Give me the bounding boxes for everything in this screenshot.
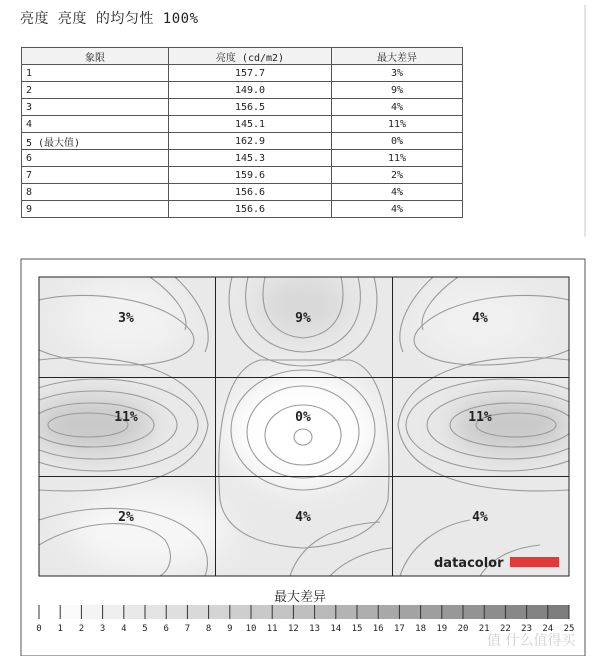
- cell-luminance: 156.6: [169, 184, 332, 201]
- header-quadrant: 象限: [22, 48, 169, 65]
- cell-label-9: 4%: [472, 510, 488, 525]
- legend-swatch: [230, 605, 251, 619]
- legend-tick-label: 24: [542, 624, 554, 634]
- cell-luminance: 145.3: [169, 150, 332, 167]
- legend-swatch: [251, 605, 272, 619]
- legend-swatch: [336, 605, 357, 619]
- legend-swatch: [293, 605, 314, 619]
- cell-diff: 11%: [332, 116, 463, 133]
- cell-quadrant: 2: [22, 82, 169, 99]
- header-max-diff: 最大差异: [332, 48, 463, 65]
- legend-swatch: [505, 605, 526, 619]
- cell-diff: 2%: [332, 167, 463, 184]
- legend-tick-label: 1: [57, 624, 63, 634]
- cell-quadrant: 9: [22, 201, 169, 218]
- legend-swatch: [39, 605, 60, 619]
- legend-tick-label: 2: [78, 624, 85, 634]
- legend-tick-label: 14: [330, 624, 342, 634]
- svg-text:datacolor: datacolor: [434, 556, 504, 571]
- legend-swatch: [548, 605, 569, 619]
- legend-tick-label: 21: [478, 624, 490, 634]
- legend-swatch: [378, 605, 399, 619]
- legend-swatch: [272, 605, 293, 619]
- cell-diff: 9%: [332, 82, 463, 99]
- legend-tick-label: 7: [184, 624, 191, 634]
- legend-tick-label: 0: [36, 624, 42, 634]
- page-title: 亮度 亮度 的均匀性 100%: [20, 11, 199, 27]
- legend-tick-label: 11: [266, 624, 278, 634]
- legend-tick-label: 25: [563, 624, 575, 634]
- cell-quadrant: 1: [22, 65, 169, 82]
- legend-swatch: [421, 605, 442, 619]
- legend-swatch: [187, 605, 208, 619]
- cell-diff: 0%: [332, 133, 463, 150]
- legend-swatch: [463, 605, 484, 619]
- legend-swatch: [60, 605, 81, 619]
- cell-label-2: 9%: [295, 311, 311, 326]
- legend-tick-label: 20: [457, 624, 469, 634]
- header-luminance: 亮度 (cd/m2): [169, 48, 332, 65]
- legend-tick-label: 15: [351, 624, 363, 634]
- cell-label-3: 4%: [472, 311, 488, 326]
- legend-swatch: [399, 605, 420, 619]
- cell-quadrant: 6: [22, 150, 169, 167]
- legend-swatch: [145, 605, 166, 619]
- legend-tick-label: 10: [245, 624, 257, 634]
- legend-tick-label: 16: [372, 624, 384, 634]
- legend-tick-label: 6: [163, 624, 169, 634]
- legend-swatch: [527, 605, 548, 619]
- cell-quadrant: 4: [22, 116, 169, 133]
- cell-luminance: 156.6: [169, 201, 332, 218]
- cell-luminance: 156.5: [169, 99, 332, 116]
- cell-diff: 4%: [332, 184, 463, 201]
- cell-label-1: 3%: [118, 311, 134, 326]
- legend-swatch: [103, 605, 124, 619]
- cell-quadrant: 5 (最大值): [22, 133, 169, 150]
- cell-diff: 4%: [332, 201, 463, 218]
- cell-diff: 3%: [332, 65, 463, 82]
- legend-tick-label: 9: [227, 624, 233, 634]
- legend-title: 最大差异: [273, 590, 326, 605]
- legend-tick-label: 23: [521, 624, 533, 634]
- cell-luminance: 159.6: [169, 167, 332, 184]
- legend-tick-label: 19: [436, 624, 448, 634]
- legend-tick-label: 18: [415, 624, 427, 634]
- cell-label-4: 11%: [114, 410, 138, 425]
- legend-tick-label: 5: [142, 624, 148, 634]
- cell-label-5: 0%: [295, 410, 311, 425]
- legend-tick-label: 17: [393, 624, 405, 634]
- cell-luminance: 162.9: [169, 133, 332, 150]
- legend-swatch: [315, 605, 336, 619]
- legend-swatch: [209, 605, 230, 619]
- cell-diff: 11%: [332, 150, 463, 167]
- cell-label-6: 11%: [468, 410, 492, 425]
- legend-swatch: [124, 605, 145, 619]
- legend-tick-label: 8: [205, 624, 212, 634]
- legend-tick-label: 13: [309, 624, 321, 634]
- cell-luminance: 145.1: [169, 116, 332, 133]
- legend-swatch: [357, 605, 378, 619]
- legend-tick-label: 3: [99, 624, 106, 634]
- cell-quadrant: 7: [22, 167, 169, 184]
- cell-luminance: 149.0: [169, 82, 332, 99]
- legend-tick-label: 4: [121, 624, 127, 634]
- cell-label-8: 4%: [295, 510, 311, 525]
- cell-quadrant: 8: [22, 184, 169, 201]
- legend-swatch: [484, 605, 505, 619]
- cell-quadrant: 3: [22, 99, 169, 116]
- legend-tick-label: 12: [287, 624, 299, 634]
- watermark: 值 什么值得买: [487, 633, 576, 649]
- legend-swatch: [166, 605, 187, 619]
- cell-label-7: 2%: [118, 510, 134, 525]
- legend-swatch: [442, 605, 463, 619]
- legend-swatch: [81, 605, 102, 619]
- cell-luminance: 157.7: [169, 65, 332, 82]
- cell-diff: 4%: [332, 99, 463, 116]
- legend-tick-label: 22: [499, 624, 511, 634]
